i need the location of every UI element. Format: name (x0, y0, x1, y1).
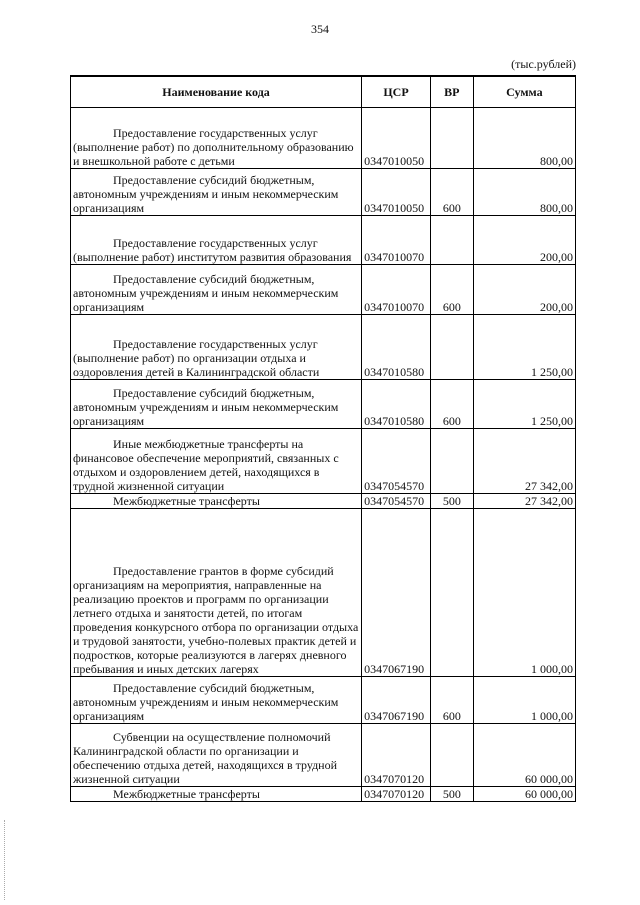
row-name: Предоставление государственных услуг (выполнение работ) по организации отдыха и оздоровления детей в Калининградской области (71, 315, 362, 380)
row-sum: 200,00 (473, 265, 575, 315)
table-row (71, 429, 576, 494)
row-name: Межбюджетные трансферты (71, 494, 362, 509)
header-name: Наименование кода (71, 76, 362, 108)
header-vr: ВР (430, 76, 473, 108)
table-row (71, 494, 576, 509)
row-sum: 800,00 (473, 108, 575, 169)
row-vr: 600 (430, 265, 473, 315)
row-sum: 1 250,00 (473, 315, 575, 380)
units-label: (тыс.рублей) (511, 57, 576, 71)
table-row (71, 169, 576, 216)
row-sum: 60 000,00 (473, 724, 575, 787)
table-row (71, 216, 576, 265)
row-name: Предоставление государственных услуг (выполнение работ) по дополнительному образованию и внешкольной работе с детьми (71, 108, 362, 169)
row-vr: 500 (430, 787, 473, 802)
row-sum: 27 342,00 (473, 429, 575, 494)
row-name: Предоставление субсидий бюджетным, автономным учреждениям и иным некоммерческим организациям (71, 380, 362, 429)
row-vr: 600 (430, 169, 473, 216)
row-vr (430, 216, 473, 265)
row-csr: 0347010070 (362, 216, 431, 265)
row-csr: 0347067190 (362, 509, 431, 677)
row-csr: 0347010070 (362, 265, 431, 315)
row-vr (430, 315, 473, 380)
row-sum: 27 342,00 (473, 494, 575, 509)
table-row (71, 724, 576, 787)
header-csr: ЦСР (362, 76, 431, 108)
row-vr: 500 (430, 494, 473, 509)
row-name: Предоставление субсидий бюджетным, автономным учреждениям и иным некоммерческим организациям (71, 677, 362, 724)
row-name: Предоставление государственных услуг (выполнение работ) институтом развития образования (71, 216, 362, 265)
row-vr: 600 (430, 677, 473, 724)
row-name: Предоставление грантов в форме субсидий организациям на мероприятия, направленные на реализацию проектов и программ по организации летнего отдыха и занятости детей, по итогам проведения конкурсного отбора по организации отдыха и трудовой занятости, учебно-полевых практик детей и подростков, которые реализуются в лагерях дневного пребывания и иных детских лагерях (71, 509, 362, 677)
row-sum: 800,00 (473, 169, 575, 216)
row-vr (430, 108, 473, 169)
row-csr: 0347054570 (362, 429, 431, 494)
page-number: 354 (311, 22, 329, 36)
row-sum: 1 000,00 (473, 677, 575, 724)
table-row (71, 380, 576, 429)
row-sum: 1 000,00 (473, 509, 575, 677)
row-csr: 0347010580 (362, 315, 431, 380)
header-sum: Сумма (473, 76, 575, 108)
table-row (71, 787, 576, 802)
row-csr: 0347054570 (362, 494, 431, 509)
table-row (71, 315, 576, 380)
table-header-row (71, 76, 576, 108)
row-name: Иные межбюджетные трансферты на финансовое обеспечение мероприятий, связанных с отдыхом и оздоровлением детей, находящихся в трудной жизненной ситуации (71, 429, 362, 494)
row-sum: 60 000,00 (473, 787, 575, 802)
scan-edge-marks (4, 820, 8, 900)
table-row (71, 108, 576, 169)
row-csr: 0347070120 (362, 724, 431, 787)
table-row (71, 509, 576, 677)
row-csr: 0347067190 (362, 677, 431, 724)
budget-table (70, 75, 576, 802)
row-vr: 600 (430, 380, 473, 429)
row-name: Субвенции на осуществление полномочий Калининградской области по организации и обеспечению отдыха детей, находящихся в трудной жизненной ситуации (71, 724, 362, 787)
table-row (71, 677, 576, 724)
row-sum: 200,00 (473, 216, 575, 265)
row-sum: 1 250,00 (473, 380, 575, 429)
row-vr (430, 509, 473, 677)
row-csr: 0347010050 (362, 169, 431, 216)
row-vr (430, 724, 473, 787)
row-name: Предоставление субсидий бюджетным, автономным учреждениям и иным некоммерческим организациям (71, 169, 362, 216)
row-csr: 0347070120 (362, 787, 431, 802)
row-csr: 0347010050 (362, 108, 431, 169)
row-vr (430, 429, 473, 494)
table-row (71, 265, 576, 315)
row-csr: 0347010580 (362, 380, 431, 429)
row-name: Предоставление субсидий бюджетным, автономным учреждениям и иным некоммерческим организациям (71, 265, 362, 315)
row-name: Межбюджетные трансферты (71, 787, 362, 802)
